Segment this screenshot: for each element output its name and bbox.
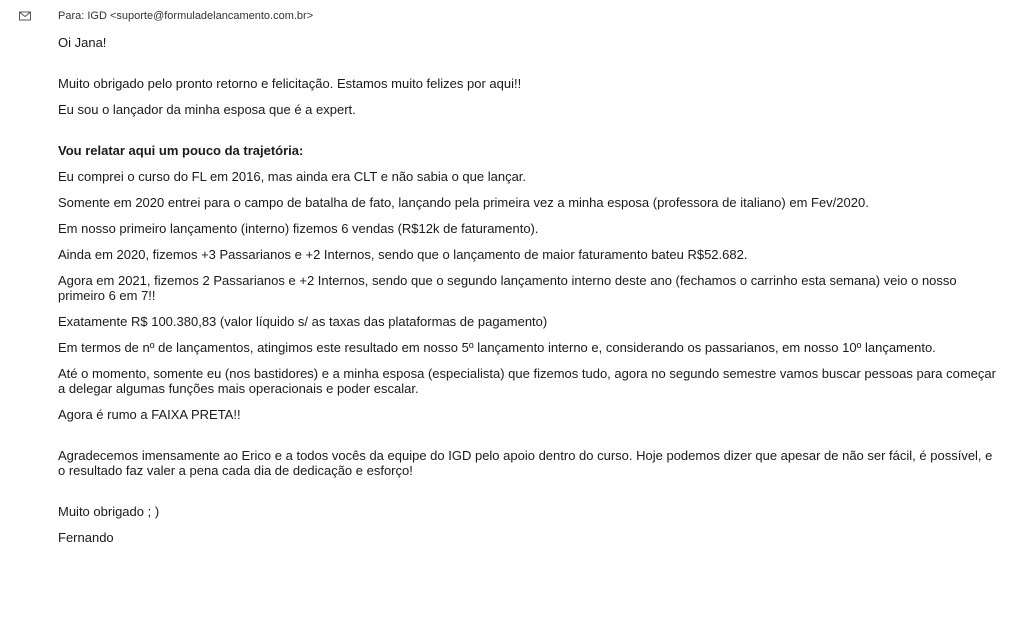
paragraph: Eu comprei o curso do FL em 2016, mas ainda era CLT e não sabia o que lançar. (58, 169, 527, 184)
paragraph: Ainda em 2020, fizemos +3 Passarianos e +2 Internos, sendo que o lançamento de maior faturamento bateu R$52.682. (58, 247, 748, 262)
to-value[interactable]: IGD <suporte@formuladelancamento.com.br> (87, 10, 314, 22)
envelope-icon (18, 9, 32, 23)
greeting: Oi Jana! (58, 35, 107, 50)
message-body (58, 35, 998, 556)
to-label: Para: (58, 10, 85, 22)
paragraph: Em termos de nº de lançamentos, atingimos este resultado em nosso 5º lançamento interno e, considerando os passarianos, em nosso 10º lançamento. (58, 340, 936, 355)
paragraph: Até o momento, somente eu (nos bastidores) e a minha esposa (especialista) que fizemos tudo, agora no segundo semestre vamos buscar pessoas para começar a delegar algumas funções mais operacionais e poder escalar. (58, 366, 996, 396)
section-heading: Vou relatar aqui um pouco da trajetória: (58, 143, 304, 158)
paragraph: Agora é rumo a FAIXA PRETA!! (58, 407, 241, 422)
paragraph: Eu sou o lançador da minha esposa que é a expert. (58, 102, 356, 117)
paragraph: Agradecemos imensamente ao Erico e a todos vocês da equipe do IGD pelo apoio dentro do curso. Hoje podemos dizer que apesar de não ser fácil, é possível, e o resultado faz valer a pena cada dia de dedicação e esforço! (58, 448, 993, 478)
signature: Fernando (58, 530, 114, 545)
paragraph: Muito obrigado pelo pronto retorno e felicitação. Estamos muito felizes por aqui!! (58, 76, 522, 91)
recipient-row (18, 8, 314, 24)
paragraph: Exatamente R$ 100.380,83 (valor líquido s/ as taxas das plataformas de pagamento) (58, 314, 548, 329)
closing: Muito obrigado ; ) (58, 504, 160, 519)
paragraph: Agora em 2021, fizemos 2 Passarianos e +2 Internos, sendo que o segundo lançamento interno deste ano (fechamos o carrinho esta semana) veio o nosso primeiro 6 em 7!! (58, 273, 957, 303)
paragraph: Somente em 2020 entrei para o campo de batalha de fato, lançando pela primeira vez a minha esposa (professora de italiano) em Fev/2020. (58, 195, 869, 210)
recipient-text (58, 8, 313, 24)
paragraph: Em nosso primeiro lançamento (interno) fizemos 6 vendas (R$12k de faturamento). (58, 221, 539, 236)
